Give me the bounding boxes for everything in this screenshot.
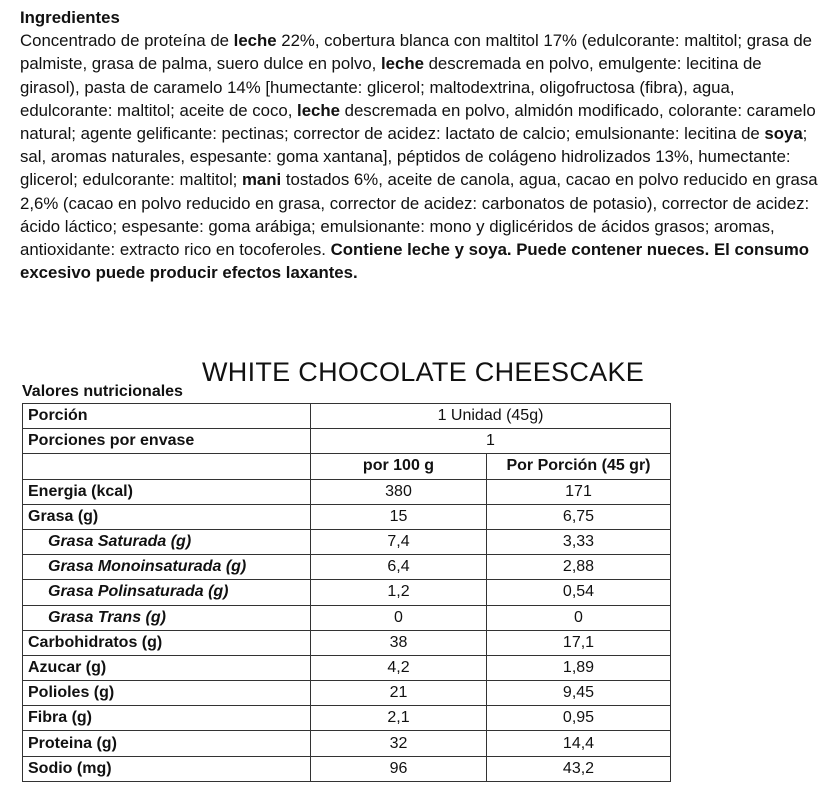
- nutrition-row: [23, 504, 671, 529]
- nutrient-label: Energia (kcal): [23, 479, 311, 504]
- ingredient-allergen: leche: [297, 100, 340, 120]
- nutrition-row: [23, 756, 671, 781]
- nutrient-per100: 6,4: [311, 555, 487, 580]
- ingredient-segment: descremada en polvo, almidón modificado, colorante: caramelo natural; agente gelificante: pectinas; corrector de acidez: lactato de calcio; emulsionante: lecitina de: [20, 100, 816, 144]
- nutrient-label: Sodio (mg): [23, 756, 311, 781]
- nutrient-label: Azucar (g): [23, 655, 311, 680]
- ingredient-allergen: Contiene leche y soya. Puede contener nueces. El consumo excesivo puede producir efectos laxantes.: [20, 240, 810, 283]
- empty-header-cell: [23, 454, 311, 479]
- nutrient-label: Grasa Monoinsaturada (g): [23, 555, 311, 580]
- nutrient-per100: 380: [311, 479, 487, 504]
- nutrient-per100: 96: [311, 756, 487, 781]
- nutrient-label: Grasa Saturada (g): [23, 529, 311, 554]
- nutrition-row: [23, 655, 671, 680]
- nutrient-perportion: 0,54: [487, 580, 671, 605]
- col-perportion-header: Por Porción (45 gr): [487, 454, 671, 479]
- nutrient-label: Carbohidratos (g): [23, 630, 311, 655]
- nutrient-per100: 0: [311, 605, 487, 630]
- nutrition-table: [22, 403, 671, 782]
- nutrition-row: [23, 681, 671, 706]
- nutrient-perportion: 3,33: [487, 529, 671, 554]
- nutrition-row: [23, 630, 671, 655]
- ingredient-segment: tostados 6%, aceite de canola, agua, cacao en polvo reducido en grasa 2,6% (cacao en polvo reducido en grasa, corrector de acidez: carbonatos de potasio), corrector de acidez: ácido láctico; espesante: goma arábiga; emulsionante: mono y diglicéridos de ácidos grasos; aromas, antioxidante: extracto rico en tocoferoles.: [20, 170, 818, 260]
- ingredient-segment: Concentrado de proteína de: [20, 31, 234, 51]
- ingredient-allergen: mani: [242, 170, 282, 190]
- servings-value: 1: [311, 429, 671, 454]
- portion-label: Porción: [23, 404, 311, 429]
- nutrient-perportion: 0,95: [487, 706, 671, 731]
- nutrition-row: [23, 580, 671, 605]
- nutrition-row: [23, 731, 671, 756]
- nutrient-per100: 32: [311, 731, 487, 756]
- nutrient-label: Fibra (g): [23, 706, 311, 731]
- nutrient-perportion: 6,75: [487, 504, 671, 529]
- col-per100-header: por 100 g: [311, 454, 487, 479]
- nutrient-per100: 4,2: [311, 655, 487, 680]
- nutrient-per100: 38: [311, 630, 487, 655]
- nutrient-per100: 2,1: [311, 706, 487, 731]
- nutrient-per100: 1,2: [311, 580, 487, 605]
- ingredient-allergen: leche: [381, 54, 424, 74]
- nutrient-perportion: 171: [487, 479, 671, 504]
- ingredient-allergen: soya: [764, 124, 803, 144]
- nutrient-label: Proteina (g): [23, 731, 311, 756]
- column-header-row: [23, 454, 671, 479]
- nutrient-label: Grasa Polinsaturada (g): [23, 580, 311, 605]
- nutrition-heading: Valores nutricionales: [22, 383, 183, 400]
- product-title: WHITE CHOCOLATE CHEESCAKE: [202, 357, 645, 387]
- nutrient-perportion: 17,1: [487, 630, 671, 655]
- nutrient-perportion: 9,45: [487, 681, 671, 706]
- nutrition-row: [23, 605, 671, 630]
- nutrient-label: Grasa Trans (g): [23, 605, 311, 630]
- portion-row: [23, 404, 671, 429]
- nutrient-per100: 7,4: [311, 529, 487, 554]
- nutrient-per100: 21: [311, 681, 487, 706]
- servings-label: Porciones por envase: [23, 429, 311, 454]
- nutrient-perportion: 14,4: [487, 731, 671, 756]
- nutrient-per100: 15: [311, 504, 487, 529]
- ingredient-segment: 22%, cobertura blanca con maltitol 17% (edulcorante: maltitol; grasa de palmiste, grasa de palma, suero dulce en polvo,: [20, 31, 813, 74]
- ingredients-text: [20, 31, 818, 282]
- nutrition-row: [23, 479, 671, 504]
- nutrition-row: [23, 555, 671, 580]
- portion-value: 1 Unidad (45g): [311, 404, 671, 429]
- nutrient-label: Grasa (g): [23, 504, 311, 529]
- nutrition-row: [23, 529, 671, 554]
- nutrient-label: Polioles (g): [23, 681, 311, 706]
- ingredient-segment: ; sal, aromas naturales, espesante: goma xantana], péptidos de colágeno hidrolizados 13%, humectante: glicerol; edulcorante: maltitol;: [20, 124, 808, 190]
- servings-row: [23, 429, 671, 454]
- nutrient-perportion: 2,88: [487, 555, 671, 580]
- nutrient-perportion: 0: [487, 605, 671, 630]
- ingredient-allergen: leche: [233, 31, 277, 51]
- nutrient-perportion: 1,89: [487, 655, 671, 680]
- nutrition-row: [23, 706, 671, 731]
- nutrient-perportion: 43,2: [487, 756, 671, 781]
- ingredients-section: [20, 6, 820, 284]
- ingredients-heading: Ingredientes: [20, 8, 120, 27]
- ingredient-segment: descremada en polvo, emulgente: lecitina de girasol), pasta de caramelo 14% [humectante: glicerol; maltodextrina, oligofructosa (fibra), agua, edulcorante: maltitol; aceite de coco,: [20, 54, 762, 120]
